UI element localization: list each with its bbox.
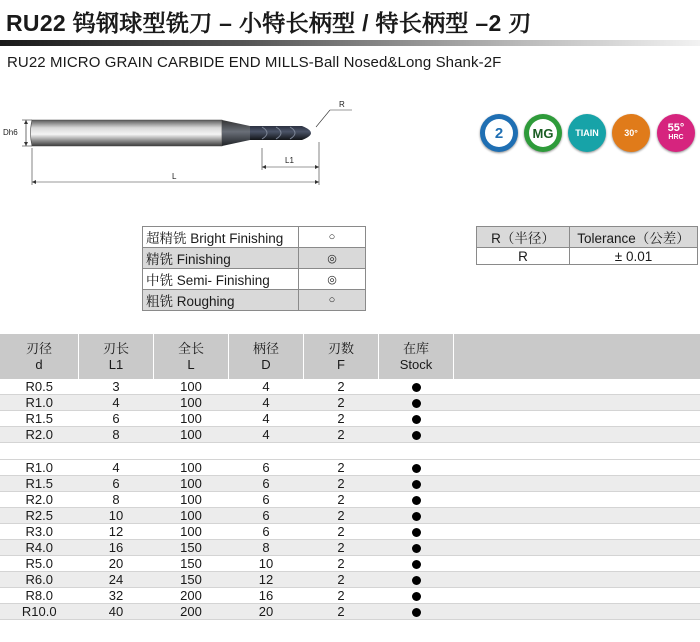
table-cell: R1.5 [0,411,79,427]
table-row [0,604,700,620]
finishing-label: 精铣 Finishing [143,248,299,269]
stock-cell [379,524,454,540]
table-cell: 2 [304,524,379,540]
table-cell: 2 [304,395,379,411]
table-cell: 2 [304,604,379,620]
spec-table [0,334,700,620]
group-separator-cell [0,443,700,460]
tool-drawing [0,90,360,190]
table-cell: 2 [304,379,379,395]
table-cell: 6 [229,476,304,492]
table-cell: R6.0 [0,572,79,588]
table-cell-empty [454,411,700,427]
table-cell: 6 [229,492,304,508]
table-row [0,460,700,476]
page-subtitle: RU22 MICRO GRAIN CARBIDE END MILLS-Ball Nosed&Long Shank-2F [7,54,502,71]
table-cell-empty [454,460,700,476]
finishing-row [143,227,366,248]
stock-cell [379,540,454,556]
table-cell: 2 [304,556,379,572]
table-cell-empty [454,588,700,604]
in-stock-icon [412,608,421,617]
table-cell: 6 [79,411,154,427]
svg-text:L: L [172,172,177,181]
table-cell: 100 [154,427,229,443]
table-cell: 6 [229,508,304,524]
table-cell: R4.0 [0,540,79,556]
table-cell: 4 [229,411,304,427]
in-stock-icon [412,399,421,408]
table-cell: 16 [79,540,154,556]
finishing-row [143,290,366,311]
table-cell: 4 [229,395,304,411]
group-separator [0,443,700,460]
table-cell: 2 [304,476,379,492]
svg-text:Dh6: Dh6 [3,128,18,137]
table-row [0,524,700,540]
table-cell: 100 [154,524,229,540]
table-row [0,572,700,588]
table-cell: 8 [79,492,154,508]
table-cell: 2 [304,492,379,508]
table-cell: 100 [154,476,229,492]
table-row [0,476,700,492]
finishing-row [143,269,366,290]
table-cell: 2 [304,508,379,524]
tiain-coating-icon: TIAIN [568,114,606,152]
in-stock-icon [412,544,421,553]
table-cell: 4 [79,395,154,411]
table-cell-empty [454,540,700,556]
in-stock-icon [412,560,421,569]
helix-angle-icon: 30° [612,114,650,152]
table-cell: 16 [229,588,304,604]
table-cell: 200 [154,604,229,620]
table-cell: 150 [154,556,229,572]
table-cell: 10 [229,556,304,572]
table-cell: 2 [304,460,379,476]
table-cell: 2 [304,540,379,556]
spec-header: 在库 Stock [379,334,454,379]
table-row [0,427,700,443]
table-cell: 100 [154,395,229,411]
table-row [0,556,700,572]
table-cell: 6 [229,524,304,540]
in-stock-icon [412,464,421,473]
table-cell-empty [454,572,700,588]
table-cell: 12 [79,524,154,540]
table-cell: 20 [79,556,154,572]
finishing-symbol: ◎ [299,248,366,269]
table-cell: R10.0 [0,604,79,620]
stock-cell [379,460,454,476]
table-row [0,588,700,604]
table-cell: 2 [304,588,379,604]
spec-header: 刃径 d [0,334,79,379]
stock-cell [379,379,454,395]
svg-text:R: R [339,100,345,109]
table-row [0,540,700,556]
tolerance-header: Tolerance（公差） [570,227,698,248]
svg-text:L1: L1 [285,156,294,165]
table-cell: 100 [154,508,229,524]
table-cell: 4 [229,427,304,443]
table-cell: 4 [229,379,304,395]
stock-cell [379,411,454,427]
finishing-symbol: ◎ [299,269,366,290]
stock-cell [379,588,454,604]
stock-cell [379,427,454,443]
table-cell: R0.5 [0,379,79,395]
in-stock-icon [412,528,421,537]
in-stock-icon [412,415,421,424]
in-stock-icon [412,592,421,601]
finishing-label: 粗铣 Roughing [143,290,299,311]
spec-header: 刃数 F [304,334,379,379]
table-row [0,411,700,427]
table-cell: 2 [304,427,379,443]
table-row [0,492,700,508]
tolerance-cell: ± 0.01 [570,248,698,265]
in-stock-icon [412,576,421,585]
finishing-label: 中铣 Semi- Finishing [143,269,299,290]
table-cell: R8.0 [0,588,79,604]
spec-header: 刃长 L1 [79,334,154,379]
table-cell: R2.0 [0,427,79,443]
in-stock-icon [412,480,421,489]
table-cell-empty [454,604,700,620]
spec-header-empty [454,334,700,379]
table-cell: 6 [79,476,154,492]
micro-grain-icon: MG [524,114,562,152]
spec-header: 柄径 D [229,334,304,379]
in-stock-icon [412,496,421,505]
spec-header-row [0,334,700,379]
table-cell: 2 [304,572,379,588]
finishing-symbol: ○ [299,227,366,248]
table-cell: R1.0 [0,460,79,476]
table-cell: 2 [304,411,379,427]
table-cell: 100 [154,411,229,427]
table-cell-empty [454,379,700,395]
table-cell-empty [454,556,700,572]
finishing-label: 超精铣 Bright Finishing [143,227,299,248]
table-cell-empty [454,476,700,492]
stock-cell [379,476,454,492]
in-stock-icon [412,383,421,392]
table-cell: 100 [154,492,229,508]
table-cell: 3 [79,379,154,395]
table-cell-empty [454,492,700,508]
hardness-icon: 55° HRC [657,114,695,152]
table-cell-empty [454,427,700,443]
table-cell: 100 [154,460,229,476]
two-flute-icon: 2 [480,114,518,152]
feature-badges [476,114,700,158]
finishing-table [142,226,366,311]
finishing-row [143,248,366,269]
table-cell: R5.0 [0,556,79,572]
stock-cell [379,395,454,411]
table-row [0,379,700,395]
table-cell: 32 [79,588,154,604]
table-cell: 150 [154,540,229,556]
tolerance-cell: R [477,248,570,265]
table-cell: 20 [229,604,304,620]
stock-cell [379,604,454,620]
stock-cell [379,572,454,588]
page-title: RU22 钨钢球型铣刀 – 小特长柄型 / 特长柄型 –2 刃 [6,10,532,36]
table-cell: 100 [154,379,229,395]
table-cell: 10 [79,508,154,524]
table-cell: 40 [79,604,154,620]
table-cell: 12 [229,572,304,588]
tolerance-table [476,226,698,265]
table-cell: 150 [154,572,229,588]
table-row [0,395,700,411]
in-stock-icon [412,431,421,440]
spec-header: 全长 L [154,334,229,379]
table-cell-empty [454,508,700,524]
table-cell: 200 [154,588,229,604]
title-divider [0,40,700,46]
table-cell: R1.0 [0,395,79,411]
in-stock-icon [412,512,421,521]
finishing-symbol: ○ [299,290,366,311]
stock-cell [379,556,454,572]
table-cell: R1.5 [0,476,79,492]
table-cell: 8 [229,540,304,556]
table-cell: 8 [79,427,154,443]
table-cell: R2.5 [0,508,79,524]
table-cell: 6 [229,460,304,476]
table-row [0,508,700,524]
tolerance-header: R（半径） [477,227,570,248]
table-cell: 4 [79,460,154,476]
table-cell: R3.0 [0,524,79,540]
table-cell: R2.0 [0,492,79,508]
table-cell: 24 [79,572,154,588]
tolerance-row [477,248,698,265]
table-cell-empty [454,524,700,540]
stock-cell [379,492,454,508]
tolerance-header-row [477,227,698,248]
table-cell-empty [454,395,700,411]
stock-cell [379,508,454,524]
